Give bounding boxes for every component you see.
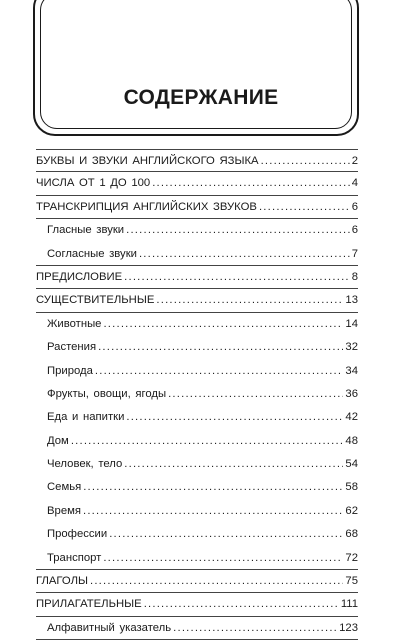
toc-dot-leader (90, 575, 343, 587)
toc-entry-title: Согласные звуки (47, 247, 137, 260)
toc-entry-title: ПРЕДИСЛОВИЕ (36, 270, 123, 283)
toc-entry[interactable] (36, 172, 358, 195)
toc-entry-title: Еда и напитки (47, 411, 125, 424)
toc-entry-title: БУКВЫ И ЗВУКИ АНГЛИЙСКОГО ЯЗЫКА (36, 155, 259, 167)
toc-entry[interactable] (36, 383, 358, 406)
toc-entry-page: 6 (351, 200, 358, 213)
toc-dot-leader (103, 552, 343, 564)
toc-dot-leader (95, 365, 344, 377)
toc-entry-title: Транспорт (47, 551, 102, 564)
toc-entry-title: Гласные звуки (47, 224, 125, 237)
toc-dot-leader (259, 201, 350, 213)
toc-entry[interactable] (36, 313, 358, 336)
page-title: СОДЕРЖАНИЕ (123, 86, 279, 109)
toc-dot-leader (139, 248, 350, 260)
toc-entry[interactable] (36, 593, 358, 616)
toc-entry-title: ЧИСЛА ОТ 1 ДО 100 (36, 177, 151, 190)
toc-dot-leader (71, 435, 344, 447)
toc-dot-leader (83, 505, 343, 517)
toc-entry-page: 36 (345, 387, 358, 400)
toc-entry[interactable] (36, 243, 358, 266)
toc-entry-page: 4 (351, 177, 358, 190)
toc-dot-leader (103, 318, 343, 330)
toc-entry-title: Дом (47, 434, 69, 447)
toc-entry-title: Время (47, 504, 81, 517)
toc-entry-page: 58 (345, 481, 358, 494)
toc-dot-leader (109, 528, 343, 540)
toc-entry[interactable] (36, 360, 358, 383)
toc-entry-page: 68 (345, 528, 358, 541)
toc-entry-page: 13 (345, 294, 358, 307)
toc-entry[interactable] (36, 453, 358, 476)
toc-dot-leader (156, 294, 343, 306)
toc-dot-leader (126, 224, 350, 236)
toc-entry[interactable] (36, 617, 358, 640)
toc-entry-page: 54 (345, 458, 358, 471)
toc-dot-leader (261, 155, 350, 167)
toc-entry-title: ТРАНСКРИПЦИЯ АНГЛИЙСКИХ ЗВУКОВ (36, 200, 257, 213)
table-of-contents (36, 149, 358, 640)
toc-entry-page: 14 (345, 317, 358, 330)
toc-entry-page: 75 (345, 575, 358, 588)
toc-dot-leader (98, 341, 343, 353)
toc-entry-page: 123 (339, 621, 358, 634)
toc-entry[interactable] (36, 547, 358, 570)
toc-entry-page: 111 (340, 598, 358, 611)
toc-entry[interactable] (36, 196, 358, 219)
toc-entry-title: Семья (47, 481, 82, 494)
toc-entry-page: 6 (351, 224, 358, 237)
toc-entry-page: 32 (345, 341, 358, 354)
toc-entry-page: 7 (351, 247, 358, 260)
toc-entry-page: 8 (351, 270, 358, 283)
toc-dot-leader (124, 458, 343, 470)
toc-entry-title: Животные (47, 317, 102, 330)
toc-entry-page: 34 (345, 364, 358, 377)
toc-entry[interactable] (36, 430, 358, 453)
toc-dot-leader (168, 388, 343, 400)
toc-entry-page: 42 (345, 411, 358, 424)
toc-entry-title: Природа (47, 364, 93, 377)
toc-entry-title: Алфавитный указатель (47, 621, 172, 634)
toc-dot-leader (144, 598, 339, 610)
toc-entry-title: Фрукты, овощи, ягоды (47, 387, 167, 400)
toc-entry[interactable] (36, 523, 358, 546)
toc-entry[interactable] (36, 500, 358, 523)
toc-entry[interactable] (36, 289, 358, 312)
toc-entry-title: Растения (47, 341, 97, 354)
toc-dot-leader (124, 271, 350, 283)
toc-entry[interactable] (36, 336, 358, 359)
toc-entry-title: СУЩЕСТВИТЕЛЬНЫЕ (36, 294, 155, 307)
toc-dot-leader (173, 622, 337, 634)
toc-entry[interactable] (36, 149, 358, 172)
title-frame (33, 0, 359, 136)
toc-entry-title: ПРИЛАГАТЕЛЬНЫЕ (36, 598, 142, 611)
toc-entry[interactable] (36, 266, 358, 289)
toc-entry-title: ГЛАГОЛЫ (36, 575, 88, 588)
toc-entry-title: Человек, тело (47, 458, 123, 471)
toc-entry-title: Профессии (47, 528, 108, 541)
toc-dot-leader (152, 177, 350, 189)
toc-entry[interactable] (36, 219, 358, 242)
toc-entry[interactable] (36, 406, 358, 429)
toc-entry[interactable] (36, 476, 358, 499)
toc-entry-page: 48 (345, 434, 358, 447)
toc-entry-page: 62 (345, 504, 358, 517)
toc-entry-page: 72 (345, 551, 358, 564)
toc-dot-leader (83, 481, 343, 493)
toc-dot-leader (126, 411, 343, 423)
toc-entry-page: 2 (351, 155, 358, 167)
